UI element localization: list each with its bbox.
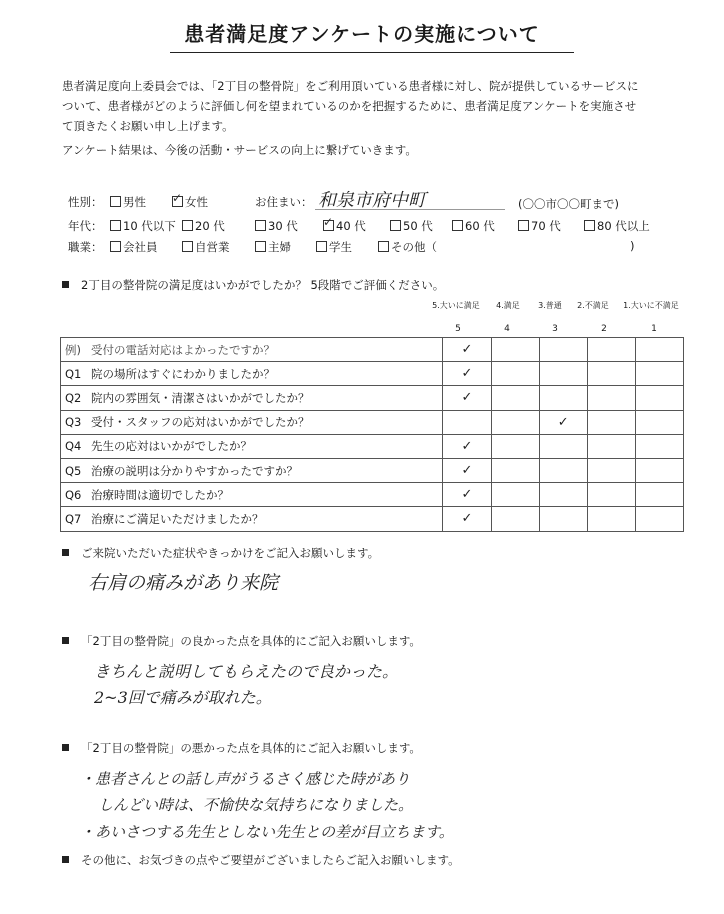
question-text: 院内の雰囲気・清潔さはいかがでしたか？: [91, 390, 310, 405]
job-label: 職業：: [68, 240, 103, 254]
check-mark-icon: ✓: [461, 366, 473, 382]
age-option-40s[interactable]: ✓ 40 代: [323, 218, 366, 234]
question-cell: [61, 434, 443, 458]
age-option-70s[interactable]: 70 代: [518, 218, 561, 234]
question-id: 例): [65, 342, 81, 357]
checkbox[interactable]: [518, 220, 529, 231]
rating-cell-1[interactable]: [635, 483, 683, 507]
rating-row-example: [61, 338, 684, 362]
rating-cell-2[interactable]: [587, 338, 635, 362]
bullet-square-icon: [62, 281, 69, 288]
job-option-housewife[interactable]: 主婦: [255, 239, 291, 255]
question-id: Q6: [65, 487, 82, 502]
question-cell: [61, 362, 443, 386]
job-option-employee[interactable]: 会社員: [110, 239, 158, 255]
scale-label-1: 1.大いに不満足: [623, 301, 679, 310]
rating-row-q7: [61, 507, 684, 531]
rating-heading: 2丁目の整骨院の満足度はいかがでしたか？ 5段階でご評価ください。: [62, 277, 444, 293]
checkbox[interactable]: [110, 220, 121, 231]
question-cell: [61, 338, 443, 362]
rating-cell-1[interactable]: [635, 507, 683, 531]
checkbox-checked[interactable]: [172, 196, 183, 207]
age-option-50s[interactable]: 50 代: [390, 218, 433, 234]
check-mark-icon: ✓: [461, 342, 473, 358]
column-number-1: 1: [651, 324, 657, 334]
rating-cell-5[interactable]: [443, 410, 491, 434]
bullet-square-icon: [62, 744, 69, 751]
question-id: Q7: [65, 511, 82, 526]
bad-points-answer-line-3[interactable]: ・あいさつする先生としない先生との差が目立ちます。: [80, 823, 454, 841]
checkbox[interactable]: [255, 220, 266, 231]
other-heading: その他に、お気づきの点やご要望がございましたらご記入お願いします。: [62, 852, 460, 868]
page-title: 患者満足度アンケートの実施について: [184, 22, 540, 46]
rating-cell-3[interactable]: [539, 507, 587, 531]
bullet-square-icon: [62, 637, 69, 644]
rating-cell-2[interactable]: [587, 458, 635, 482]
good-points-heading: 「2丁目の整骨院」の良かった点を具体的にご記入お願いします。: [62, 633, 421, 649]
rating-cell-4[interactable]: [491, 483, 539, 507]
question-id: Q1: [65, 366, 82, 381]
rating-cell-1[interactable]: [635, 434, 683, 458]
scale-label-3: 3.普通: [538, 301, 562, 310]
good-points-answer-line-2[interactable]: 2~3回で痛みが取れた。: [94, 688, 272, 707]
rating-cell-4[interactable]: [491, 507, 539, 531]
rating-cell-3[interactable]: [539, 362, 587, 386]
age-option-30s[interactable]: 30 代: [255, 218, 298, 234]
rating-cell-2[interactable]: [587, 386, 635, 410]
column-number-3: 3: [552, 324, 558, 334]
address-hint: (〇〇市〇〇町まで): [518, 197, 619, 211]
rating-cell-5[interactable]: [443, 458, 491, 482]
question-text: 先生の応対はいかがでしたか？: [91, 439, 252, 454]
check-mark-icon: ✓: [461, 487, 473, 503]
scale-label-4: 4.満足: [496, 301, 520, 310]
rating-cell-1[interactable]: [635, 362, 683, 386]
job-option-other[interactable]: その他（: [378, 239, 437, 255]
rating-cell-4[interactable]: [491, 410, 539, 434]
question-id: Q3: [65, 415, 82, 430]
gender-option-male[interactable]: 男性: [110, 194, 146, 210]
rating-cell-3[interactable]: [539, 458, 587, 482]
age-option-20s[interactable]: 20 代: [182, 218, 225, 234]
question-text: 治療の説明は分かりやすかったですか？: [91, 463, 298, 478]
good-points-answer-line-1[interactable]: きちんと説明してもらえたので良かった。: [94, 662, 399, 681]
rating-row-q6: [61, 483, 684, 507]
address-underline: [315, 209, 505, 210]
rating-cell-2[interactable]: [587, 362, 635, 386]
question-cell: [61, 483, 443, 507]
age-option-60s[interactable]: 60 代: [452, 218, 495, 234]
bullet-square-icon: [62, 856, 69, 863]
question-id: Q5: [65, 463, 82, 478]
column-number-4: 4: [504, 324, 510, 334]
question-cell: [61, 458, 443, 482]
checkbox[interactable]: [182, 220, 193, 231]
bad-points-heading: 「2丁目の整骨院」の悪かった点を具体的にご記入お願いします。: [62, 740, 421, 756]
intro-line-3: て頂きたくお願い申し上げます。: [62, 119, 234, 133]
rating-cell-2[interactable]: [587, 410, 635, 434]
rating-cell-2[interactable]: [587, 434, 635, 458]
bad-points-answer-line-2[interactable]: しんどい時は、不愉快な気持ちになりました。: [98, 796, 414, 814]
rating-row-q2: [61, 386, 684, 410]
job-option-student[interactable]: 学生: [316, 239, 352, 255]
checkbox[interactable]: [255, 241, 266, 252]
rating-cell-3[interactable]: [539, 410, 587, 434]
check-mark-icon: ✓: [461, 438, 473, 454]
age-label: 年代：: [68, 219, 103, 233]
age-option-10s[interactable]: 10 代以下: [110, 218, 176, 234]
checkbox[interactable]: [182, 241, 193, 252]
symptom-answer[interactable]: 右肩の痛みがあり来院: [88, 572, 279, 594]
rating-cell-1[interactable]: [635, 386, 683, 410]
bad-points-answer-line-1[interactable]: ・患者さんとの話し声がうるさく感じた時があり: [80, 770, 411, 788]
column-number-2: 2: [601, 324, 607, 334]
rating-cell-3[interactable]: [539, 434, 587, 458]
question-id: Q4: [65, 439, 82, 454]
rating-cell-2[interactable]: [587, 483, 635, 507]
checkbox[interactable]: [452, 220, 463, 231]
intro-line-4: アンケート結果は、今後の活動・サービスの向上に繋げていきます。: [62, 143, 417, 157]
job-option-self-employed[interactable]: 自営業: [182, 239, 230, 255]
scale-label-2: 2.不満足: [577, 301, 609, 310]
rating-cell-5[interactable]: [443, 507, 491, 531]
check-mark-icon: ✓: [461, 463, 473, 479]
bullet-square-icon: [62, 549, 69, 556]
intro-line-2: ついて、患者様がどのように評価し何を望まれているのかを把握するために、患者満足度アンケートを実施させ: [62, 99, 637, 113]
rating-row-q4: [61, 434, 684, 458]
rating-cell-1[interactable]: [635, 458, 683, 482]
age-option-80s[interactable]: 80 代以上: [584, 218, 650, 234]
checkbox[interactable]: [110, 241, 121, 252]
question-cell: [61, 410, 443, 434]
check-mark-icon: ✓: [461, 390, 473, 406]
rating-row-q5: [61, 458, 684, 482]
checkbox[interactable]: [316, 241, 327, 252]
title-underline: [170, 52, 574, 53]
question-text: 院の場所はすぐにわかりましたか？: [91, 366, 275, 381]
rating-cell-1[interactable]: [635, 410, 683, 434]
checkbox-checked[interactable]: [323, 220, 334, 231]
rating-cell-4[interactable]: [491, 362, 539, 386]
rating-cell-5[interactable]: [443, 386, 491, 410]
gender-option-female[interactable]: ✓ 女性: [172, 194, 208, 210]
rating-cell-4[interactable]: [491, 386, 539, 410]
rating-cell-4[interactable]: [491, 338, 539, 362]
question-text: 受付・スタッフの応対はいかがでしたか？: [91, 415, 310, 430]
check-mark-icon: ✓: [461, 511, 473, 527]
address-value[interactable]: 和泉市府中町: [318, 190, 426, 211]
rating-cell-1[interactable]: [635, 338, 683, 362]
checkbox[interactable]: [110, 196, 121, 207]
check-mark-icon: ✓: [557, 414, 569, 430]
rating-row-q3: [61, 410, 684, 434]
question-cell: [61, 386, 443, 410]
rating-cell-4[interactable]: [491, 458, 539, 482]
question-text: 治療時間は適切でしたか？: [91, 487, 229, 502]
question-id: Q2: [65, 390, 82, 405]
column-number-5: 5: [455, 324, 461, 334]
rating-cell-4[interactable]: [491, 434, 539, 458]
checkbox[interactable]: [584, 220, 595, 231]
rating-cell-5[interactable]: [443, 362, 491, 386]
rating-cell-3[interactable]: [539, 386, 587, 410]
question-text: 受付の電話対応はよかったですか？: [91, 342, 275, 357]
address-label: お住まい：: [255, 195, 313, 209]
rating-cell-5[interactable]: [443, 483, 491, 507]
symptom-heading: ご来院いただいた症状やきっかけをご記入お願いします。: [62, 545, 379, 561]
rating-cell-5[interactable]: [443, 338, 491, 362]
question-text: 治療にご満足いただけましたか？: [91, 511, 264, 526]
rating-cell-3[interactable]: [539, 483, 587, 507]
rating-row-q1: [61, 362, 684, 386]
checkbox[interactable]: [390, 220, 401, 231]
intro-line-1: 患者満足度向上委員会では、「2丁目の整骨院」をご利用頂いている患者様に対し、院が提供しているサービスに: [62, 79, 639, 93]
rating-cell-3[interactable]: [539, 338, 587, 362]
scale-label-5: 5.大いに満足: [432, 301, 480, 310]
gender-label: 性別：: [68, 195, 103, 209]
rating-table: [60, 337, 684, 532]
question-cell: [61, 507, 443, 531]
job-other-close-paren: ): [630, 239, 635, 253]
rating-cell-5[interactable]: [443, 434, 491, 458]
checkbox[interactable]: [378, 241, 389, 252]
rating-cell-2[interactable]: [587, 507, 635, 531]
